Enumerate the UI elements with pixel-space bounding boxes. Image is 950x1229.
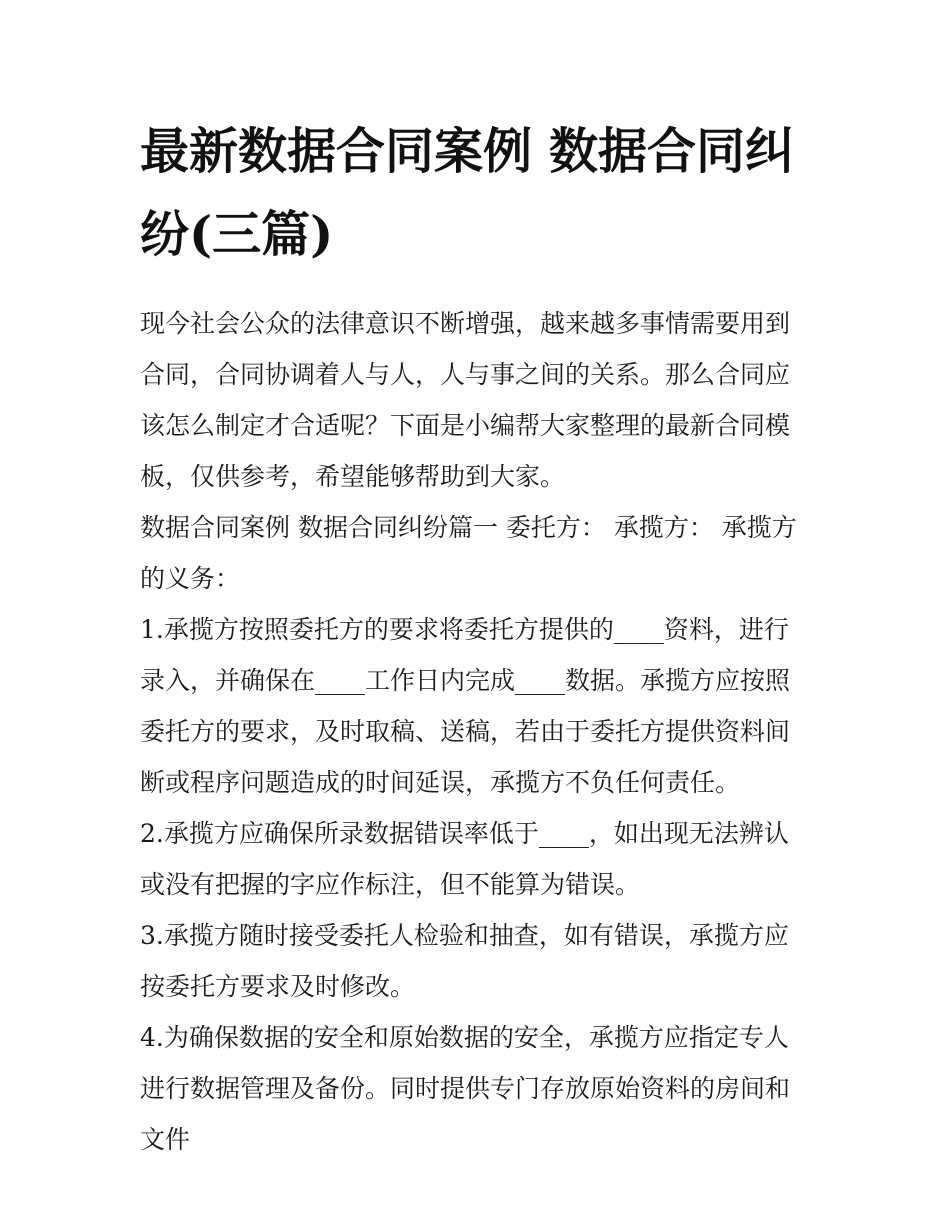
document-body [140, 298, 812, 1165]
paragraph-clause-4: 4.为确保数据的安全和原始数据的安全，承揽方应指定专人进行数据管理及备份。同时提供专门存放原始资料的房间和文件 [140, 1023, 791, 1154]
document-title: 最新数据合同案例 数据合同纠纷(三篇) [140, 122, 795, 263]
paragraph-intro: 现今社会公众的法律意识不断增强，越来越多事情需要用到合同，合同协调着人与人，人与事之间的关系。那么合同应该怎么制定才合适呢？下面是小编帮大家整理的最新合同模板，仅供参考，希望能够帮助到大家。 [140, 309, 791, 491]
paragraph-clause-3: 3.承揽方随时接受委托人检验和抽查，如有错误，承揽方应按委托方要求及时修改。 [140, 921, 789, 1001]
document-page [140, 110, 812, 1165]
paragraph-section-header: 数据合同案例 数据合同纠纷篇一 委托方： 承揽方： 承揽方的义务： [140, 513, 797, 593]
paragraph-clause-2: 2.承揽方应确保所录数据错误率低于____，如出现无法辨认或没有把握的字应作标注，但不能算为错误。 [140, 819, 789, 899]
paragraph-clause-1: 1.承揽方按照委托方的要求将委托方提供的____资料，进行录入，并确保在____工作日内完成____数据。承揽方应按照委托方的要求，及时取稿、送稿，若由于委托方提供资料间断或程序问题造成的时间延误，承揽方不负任何责任。 [140, 615, 791, 797]
